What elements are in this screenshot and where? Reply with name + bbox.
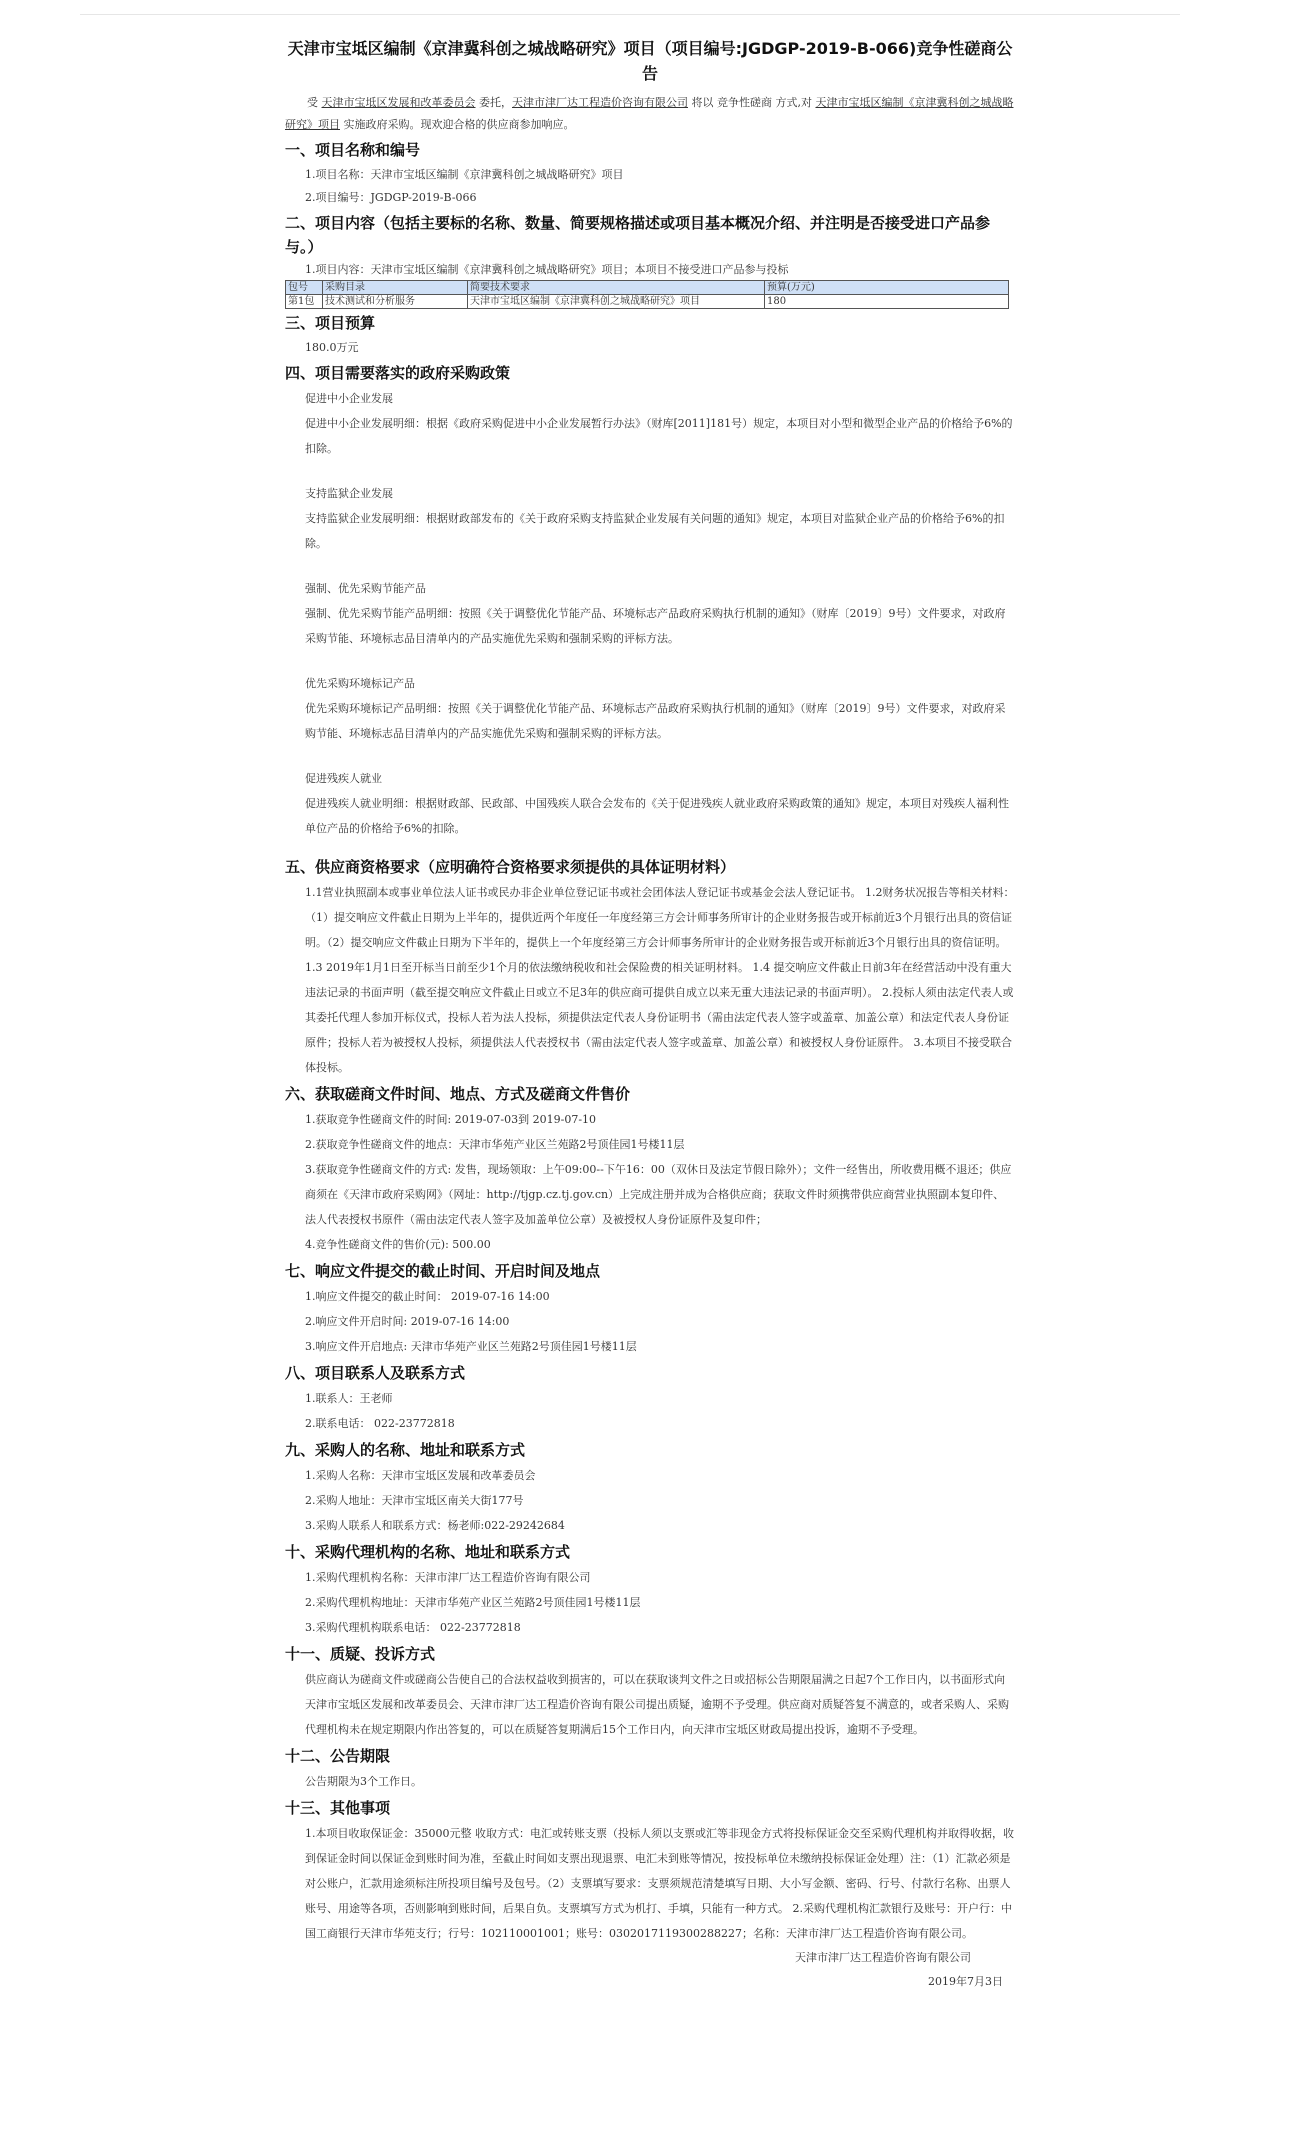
section-heading: 十三、其他事项 xyxy=(285,1799,391,1817)
budget-value: 180.0万元 xyxy=(305,341,359,354)
section-heading: 八、项目联系人及联系方式 xyxy=(285,1364,466,1382)
top-divider xyxy=(80,14,1180,15)
policy-title: 优先采购环境标记产品 xyxy=(305,677,415,690)
list-item: 1.采购代理机构名称：天津市津厂达工程造价咨询有限公司 xyxy=(305,1571,591,1584)
section-heading: 二、项目内容（包括主要标的名称、数量、简要规格描述或项目基本概况介绍、并注明是否接受进口产品参与。） xyxy=(285,214,991,256)
table-cell: 第1包 xyxy=(286,295,323,309)
intro-text: 实施政府采购。现欢迎合格的供应商参加响应。 xyxy=(340,118,575,131)
column-header: 简要技术要求 xyxy=(468,281,765,295)
package-table xyxy=(285,280,1009,309)
table-cell: 180 xyxy=(765,295,1009,309)
complaint-text: 供应商认为磋商文件或磋商公告使自己的合法权益收到损害的，可以在获取谈判文件之日或招标公告期限届满之日起7个工作日内，以书面形式向 天津市宝坻区发展和改革委员会、天津市津厂达工程造价咨询有限公司提出质疑，逾期不予受理。供应商对质疑答复不满意的，或者采购人、采购代理机构未在规定期限内作出答复的，可以在质疑答复期满后15个工作日内，向天津市宝坻区财政局提出投诉，逾期不予受理。 xyxy=(305,1673,1009,1736)
purchaser-link[interactable]: 天津市宝坻区发展和改革委员会 xyxy=(321,96,476,109)
list-item: 2.响应文件开启时间: 2019-07-16 14:00 xyxy=(305,1315,510,1328)
list-item: 1.联系人：王老师 xyxy=(305,1392,393,1405)
section-heading: 十二、公告期限 xyxy=(285,1747,391,1765)
table-cell: 技术测试和分析服务 xyxy=(323,295,468,309)
other-matters-text: 1.本项目收取保证金：35000元整 收取方式：电汇或转账支票（投标人须以支票或汇等非现金方式将投标保证金交至采购代理机构并取得收据，收到保证金时间以保证金到账时间为准，至截止时间如支票出现退票、电汇未到账等情况，按投标单位未缴纳投标保证金处理）注：（1）汇款必须是对公账户，汇款用途须标注所投项目编号及包号。（2）支票填写要求：支票须规范清楚填写日期、大小写金额、密码、行号、付款行名称、出票人账号、用途等各项，否则影响到账时间，后果自负。支票填写方式为机打、手填，只能有一种方式。 2.采购代理机构汇款银行及账号：开户行：中国工商银行天津市华苑支行；行号：102110001001；账号：0302017119300288227；名称：天津市津厂达工程造价咨询有限公司。 xyxy=(305,1827,1014,1940)
section-heading: 十、采购代理机构的名称、地址和联系方式 xyxy=(285,1543,571,1561)
table-header-row xyxy=(286,281,1009,295)
section-heading: 三、项目预算 xyxy=(285,314,376,332)
issue-date: 2019年7月3日 xyxy=(928,1975,1003,1988)
section-heading: 九、采购人的名称、地址和联系方式 xyxy=(285,1441,526,1459)
section-heading: 五、供应商资格要求（应明确符合资格要求须提供的具体证明材料） xyxy=(285,858,736,876)
list-item: 1.响应文件提交的截止时间： 2019-07-16 14:00 xyxy=(305,1290,550,1303)
section-heading: 一、项目名称和编号 xyxy=(285,141,421,159)
announcement-document xyxy=(285,36,1015,1994)
list-item: 3.采购代理机构联系电话： 022-23772818 xyxy=(305,1621,521,1634)
section-heading: 四、项目需要落实的政府采购政策 xyxy=(285,364,511,382)
policy-title: 促进残疾人就业 xyxy=(305,772,382,785)
list-item: 2.获取竞争性磋商文件的地点：天津市华苑产业区兰苑路2号顶佳园1号楼11层 xyxy=(305,1138,685,1151)
intro-text: 委托， xyxy=(475,96,512,109)
policy-detail: 强制、优先采购节能产品明细：按照《关于调整优化节能产品、环境标志产品政府采购执行机制的通知》（财库〔2019〕9号）文件要求，对政府采购节能、环境标志品目清单内的产品实施优先采购和强制采购的评标方法。 xyxy=(305,607,1006,645)
section-heading: 七、响应文件提交的截止时间、开启时间及地点 xyxy=(285,1262,601,1280)
column-header: 预算(万元) xyxy=(765,281,1009,295)
intro-paragraph xyxy=(285,92,1015,136)
section-heading: 十一、质疑、投诉方式 xyxy=(285,1645,436,1663)
column-header: 采购目录 xyxy=(323,281,468,295)
page-title: 天津市宝坻区编制《京津冀科创之城战略研究》项目（项目编号:JGDGP-2019-B-066)竞争性磋商公告 xyxy=(287,39,1013,83)
column-header: 包号 xyxy=(286,281,323,295)
list-item: 4.竞争性磋商文件的售价(元): 500.00 xyxy=(305,1238,491,1251)
policy-detail: 促进中小企业发展明细：根据《政府采购促进中小企业发展暂行办法》（财库[2011]181号）规定，本项目对小型和微型企业产品的价格给予6%的扣除。 xyxy=(305,417,1013,455)
policy-detail: 支持监狱企业发展明细：根据财政部发布的《关于政府采购支持监狱企业发展有关问题的通知》规定，本项目对监狱企业产品的价格给予6%的扣除。 xyxy=(305,512,1005,550)
policy-title: 促进中小企业发展 xyxy=(305,392,393,405)
policy-detail: 优先采购环境标记产品明细：按照《关于调整优化节能产品、环境标志产品政府采购执行机制的通知》（财库〔2019〕9号）文件要求，对政府采购节能、环境标志品目清单内的产品实施优先采购和强制采购的评标方法。 xyxy=(305,702,1006,740)
list-item: 3.采购人联系人和联系方式：杨老师:022-29242684 xyxy=(305,1519,565,1532)
list-item: 2.采购代理机构地址：天津市华苑产业区兰苑路2号顶佳园1号楼11层 xyxy=(305,1596,641,1609)
section-heading: 六、获取磋商文件时间、地点、方式及磋商文件售价 xyxy=(285,1085,631,1103)
intro-text: 受 xyxy=(307,96,322,109)
agency-link[interactable]: 天津市津厂达工程造价咨询有限公司 xyxy=(512,96,688,109)
notice-period: 公告期限为3个工作日。 xyxy=(305,1775,422,1788)
intro-text: 将以 竞争性磋商 方式,对 xyxy=(688,96,816,109)
project-content: 1.项目内容：天津市宝坻区编制《京津冀科创之城战略研究》项目；本项目不接受进口产品参与投标 xyxy=(305,263,789,276)
list-item: 3.响应文件开启地点: 天津市华苑产业区兰苑路2号顶佳园1号楼11层 xyxy=(305,1340,637,1353)
table-cell: 天津市宝坻区编制《京津冀科创之城战略研究》项目 xyxy=(468,295,765,309)
signature: 天津市津厂达工程造价咨询有限公司 xyxy=(795,1951,971,1964)
list-item: 1.采购人名称：天津市宝坻区发展和改革委员会 xyxy=(305,1469,536,1482)
project-number: 2.项目编号：JGDGP-2019-B-066 xyxy=(305,191,477,204)
project-link[interactable]: 天津市宝坻区编制《京津冀科创之城战略研究》项目 xyxy=(285,96,1014,131)
list-item: 3.获取竞争性磋商文件的方式: 发售，现场领取：上午09:00--下午16：00（双休日及法定节假日除外）；文件一经售出，所收费用概不退还；供应商须在《天津市政府采购网》（网址：http://tjgp.cz.tj.gov.cn）上完成注册并成为合格供应商；获取文件时须携带供应商营业执照副本复印件、法人代表授权书原件（需由法定代表人签字及加盖单位公章）及被授权人身份证原件及复印件； xyxy=(305,1163,1012,1226)
qualification-text: 1.1营业执照副本或事业单位法人证书或民办非企业单位登记证书或社会团体法人登记证书或基金会法人登记证书。 1.2财务状况报告等相关材料：（1）提交响应文件截止日期为上半年的，提供近两个年度任一年度经第三方会计师事务所审计的企业财务报告或开标前近3个月银行出具的资信证明。（2）提交响应文件截止日期为下半年的，提供上一个年度经第三方会计师事务所审计的企业财务报告或开标前近3个月银行出具的资信证明。 1.3 2019年1月1日至开标当日前至少1个月的依法缴纳税收和社会保险费的相关证明材料。 1.4 提交响应文件截止日前3年在经营活动中没有重大违法记录的书面声明（截至提交响应文件截止日或立不足3年的供应商可提供自成立以来无重大违法记录的书面声明）。 2.投标人须由法定代表人或其委托代理人参加开标仪式，投标人若为法人投标，须提供法定代表人身份证明书（需由法定代表人签字或盖章、加盖公章）和法定代表人身份证原件；投标人若为被授权人投标，须提供法人代表授权书（需由法定代表人签字或盖章、加盖公章）和被授权人身份证原件。 3.本项目不接受联合体投标。 xyxy=(305,886,1015,1074)
project-name: 1.项目名称：天津市宝坻区编制《京津冀科创之城战略研究》项目 xyxy=(305,168,624,181)
list-item: 2.联系电话： 022-23772818 xyxy=(305,1417,455,1430)
list-item: 2.采购人地址：天津市宝坻区南关大街177号 xyxy=(305,1494,524,1507)
policy-title: 支持监狱企业发展 xyxy=(305,487,393,500)
list-item: 1.获取竞争性磋商文件的时间: 2019-07-03到 2019-07-10 xyxy=(305,1113,597,1126)
policy-detail: 促进残疾人就业明细：根据财政部、民政部、中国残疾人联合会发布的《关于促进残疾人就业政府采购政策的通知》规定，本项目对残疾人福利性单位产品的价格给予6%的扣除。 xyxy=(305,797,1009,835)
policy-title: 强制、优先采购节能产品 xyxy=(305,582,426,595)
table-row xyxy=(286,295,1009,309)
